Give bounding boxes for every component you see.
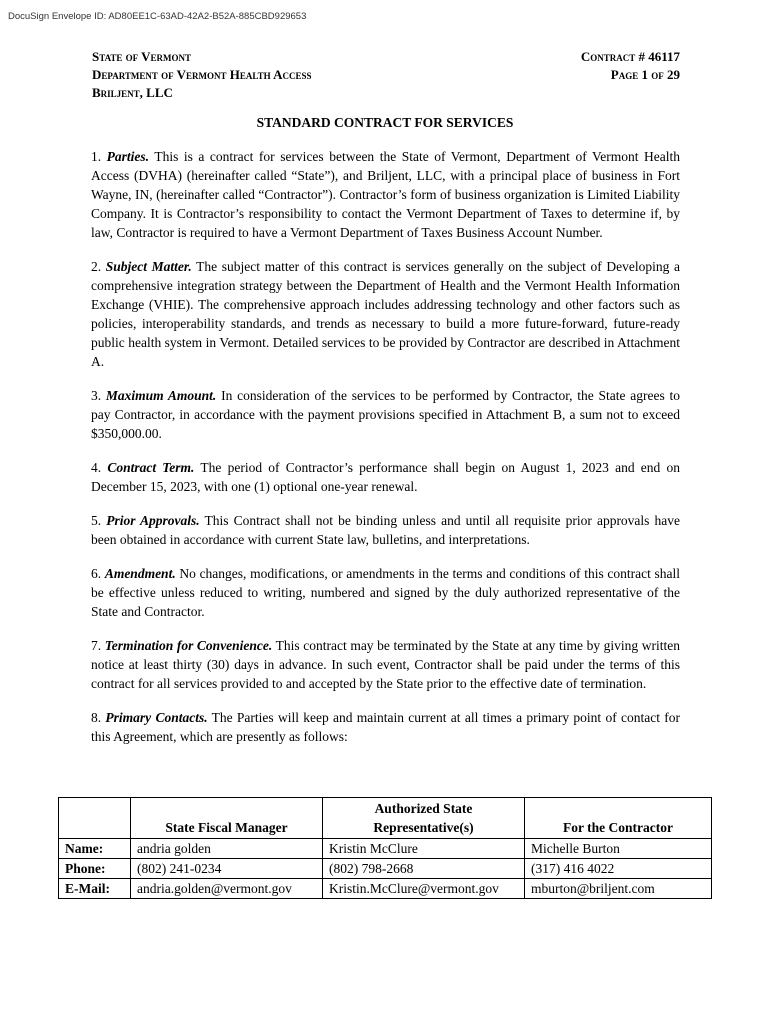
document-title: STANDARD CONTRACT FOR SERVICES bbox=[256, 115, 514, 130]
row-label: Phone: bbox=[59, 859, 131, 879]
page-number: Page 1 of 29 bbox=[610, 67, 680, 82]
table-cell: Kristin McClure bbox=[323, 839, 525, 859]
table-row bbox=[59, 879, 712, 899]
header-parties bbox=[92, 48, 312, 102]
table-cell: (802) 241-0234 bbox=[131, 859, 323, 879]
header-contractor: Briljent, LLC bbox=[92, 85, 173, 100]
paragraph-amendment: 6. Amendment. No changes, modifications, or amendments in the terms and conditions of this contract shall be effective unless reduced to writing, numbered and signed by the duly authorized representative of the State and Contractor. bbox=[91, 566, 681, 619]
email-link[interactable]: mburton@briljent.com bbox=[525, 879, 712, 899]
table-row bbox=[59, 859, 712, 879]
envelope-id: DocuSign Envelope ID: AD80EE1C-63AD-42A2-B52A-885CBD929653 bbox=[8, 11, 307, 22]
table-cell: Michelle Burton bbox=[525, 839, 712, 859]
email-link[interactable]: andria.golden@vermont.gov bbox=[131, 879, 323, 899]
paragraph-subject-matter: 2. Subject Matter. The subject matter of this contract is services generally on the subject of Developing a comprehensive integration strategy between the Department of Health and the Vermont Health Information Exchange (VHIE). The comprehensive approach includes addressing technology and other factors such as policies, interoperability standards, and trends as necessary to build a more future-forward, future-ready public health system in Vermont. Detailed services to be provided by Contractor are described in Attachment A. bbox=[91, 259, 680, 369]
column-header: State Fiscal Manager bbox=[131, 798, 323, 839]
row-label: Name: bbox=[59, 839, 131, 859]
table-row bbox=[59, 839, 712, 859]
paragraph-parties: 1. Parties. This is a contract for services between the State of Vermont, Department of Vermont Health Access (DVHA) (hereinafter called “State”), and Briljent, LLC, with a principal place of business in Fort Wayne, IN, (hereinafter called “Contractor”). Contractor’s form of business organization is Limited Liability Company. It is Contractor’s responsibility to contact the Vermont Department of Taxes to determine if, by law, Contractor is required to have a Vermont Department of Taxes Business Account Number. bbox=[91, 149, 680, 240]
table-cell: andria golden bbox=[131, 839, 323, 859]
header-department: Department of Vermont Health Access bbox=[92, 67, 312, 82]
column-header: For the Contractor bbox=[525, 798, 712, 839]
contract-body bbox=[91, 147, 680, 761]
paragraph-termination: 7. Termination for Convenience. This contract may be terminated by the State at any time by giving written notice at least thirty (30) days in advance. In such event, Contractor shall be paid under the terms of this contract for all services provided to and accepted by the State prior to the effective date of termination. bbox=[91, 638, 681, 691]
contacts-table bbox=[58, 797, 712, 899]
row-label: E-Mail: bbox=[59, 879, 131, 899]
column-header: Authorized State Representative(s) bbox=[323, 798, 525, 839]
table-cell: (317) 416 4022 bbox=[525, 859, 712, 879]
paragraph-prior-approvals: 5. Prior Approvals. This Contract shall not be binding unless and until all requisite prior approvals have been obtained in accordance with current State law, bulletins, and interpretations. bbox=[91, 513, 680, 547]
contract-number: Contract # 46117 bbox=[580, 49, 680, 64]
paragraph-maximum-amount: 3. Maximum Amount. In consideration of the services to be performed by Contractor, the State agrees to pay Contractor, in accordance with the payment provisions specified in Attachment B, a sum not to exceed $350,000.00. bbox=[91, 388, 681, 441]
contacts-header-row bbox=[59, 798, 712, 839]
header-contract-info bbox=[581, 48, 680, 84]
table-cell: (802) 798-2668 bbox=[323, 859, 525, 879]
paragraph-primary-contacts: 8. Primary Contacts. The Parties will keep and maintain current at all times a primary point of contact for this Agreement, which are presently as follows: bbox=[91, 710, 680, 744]
header-state: State of Vermont bbox=[92, 49, 192, 64]
contacts-corner-cell bbox=[59, 798, 131, 839]
email-link[interactable]: Kristin.McClure@vermont.gov bbox=[323, 879, 525, 899]
paragraph-contract-term: 4. Contract Term. The period of Contractor’s performance shall begin on August 1, 2023 and end on December 15, 2023, with one (1) optional one-year renewal. bbox=[91, 460, 681, 494]
